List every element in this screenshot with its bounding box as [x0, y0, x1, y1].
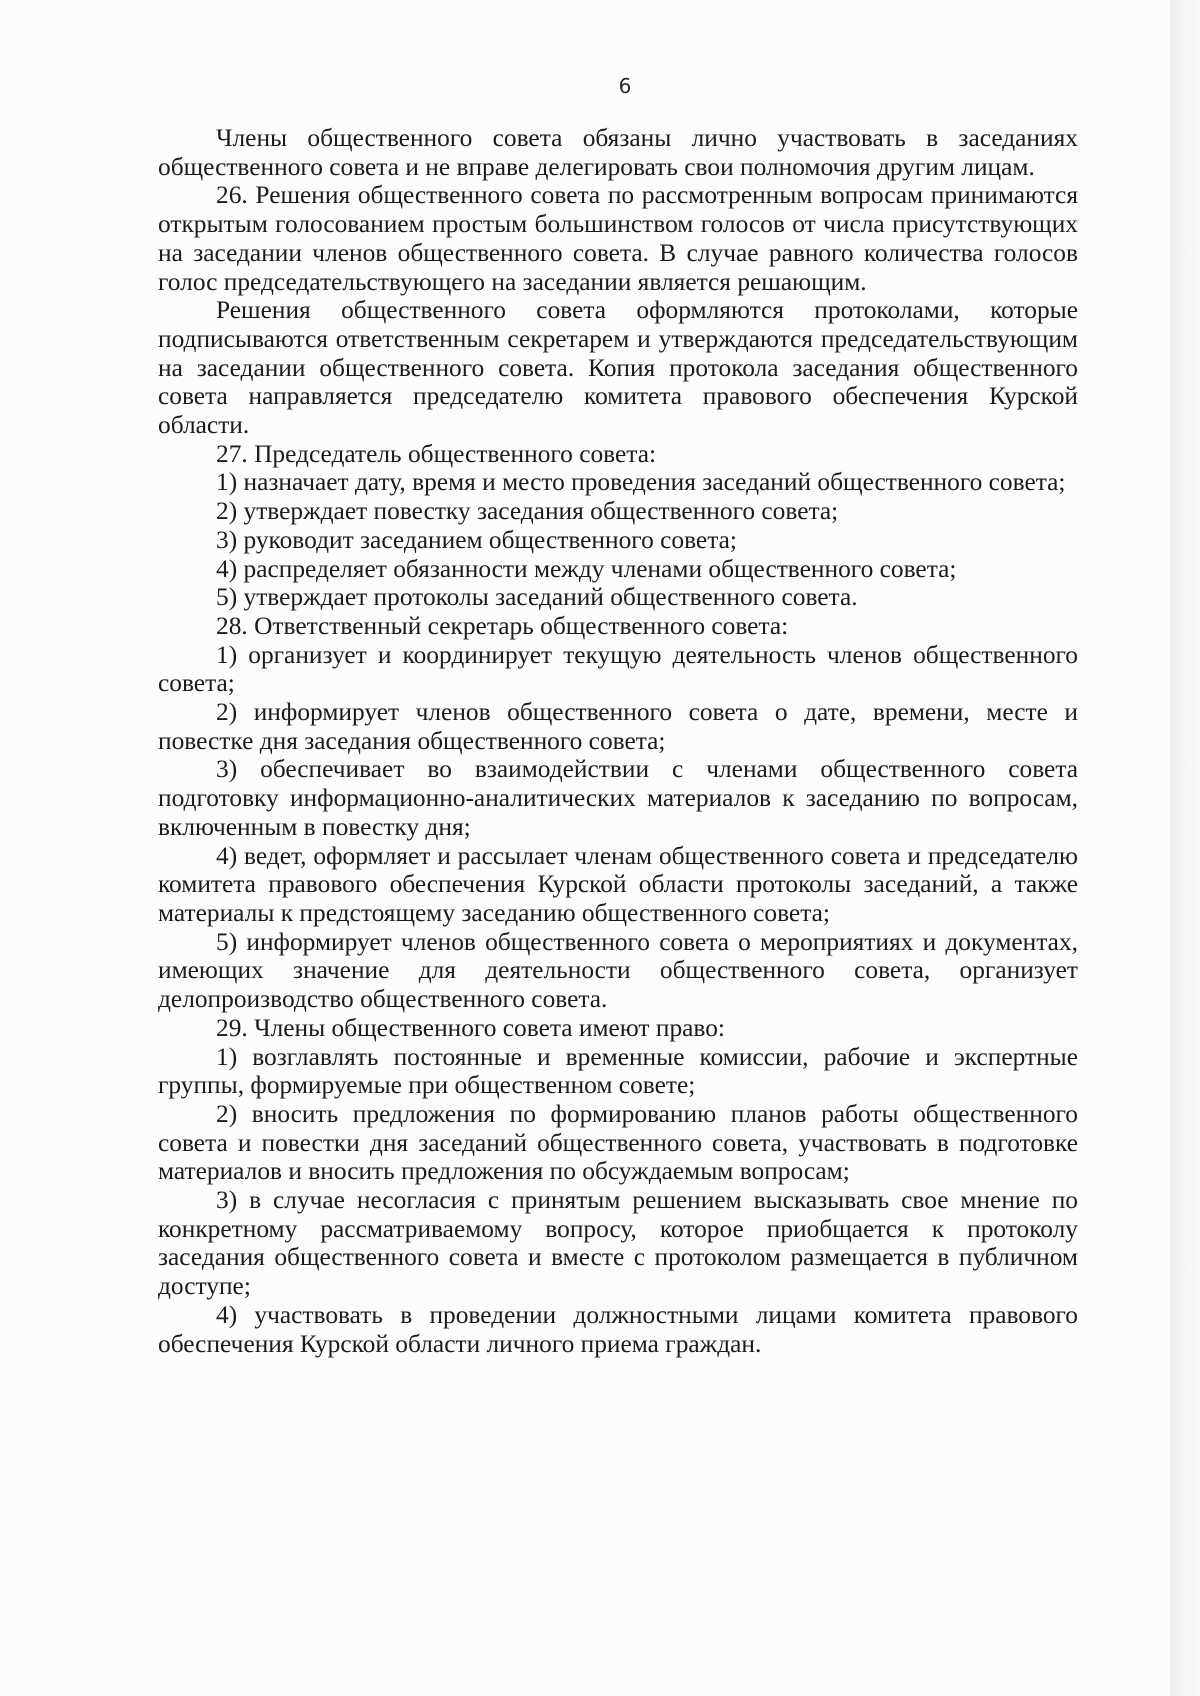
paragraph-26-decisions: 26. Решения общественного совета по рассмотренным вопросам принимаются открытым голосованием простым большинством голосов от числа присутствующих на заседании членов общественного совета. В случае равного количества голосов голос председательствующего на заседании является решающим.	[158, 181, 1078, 296]
paragraph-members-obligation: Члены общественного совета обязаны лично участвовать в заседаниях общественного совета и не вправе делегировать свои полномочия другим лицам.	[158, 124, 1078, 181]
paragraph-28-heading: 28. Ответственный секретарь общественного совета:	[216, 611, 789, 640]
paragraph-29-item-3: 3) в случае несогласия с принятым решением высказывать свое мнение по конкретному рассматриваемому вопросу, которое приобщается к протоколу заседания общественного совета и вместе с протоколом размещается в публичном доступе;	[158, 1186, 1078, 1301]
paragraph-27-item-3: 3) руководит заседанием общественного совета;	[216, 525, 737, 554]
paragraph-28-item-2: 2) информирует членов общественного совета о дате, времени, месте и повестке дня заседания общественного совета;	[158, 698, 1078, 755]
paragraph-29-item-2: 2) вносить предложения по формированию планов работы общественного совета и повестки дня заседаний общественного совета, участвовать в подготовке материалов и вносить предложения по обсуждаемым вопросам;	[158, 1099, 1078, 1186]
paragraph-28-item-4: 4) ведет, оформляет и рассылает членам общественного совета и председателю комитета правового обеспечения Курской области протоколы заседаний, а также материалы к предстоящему заседанию общественного совета;	[158, 841, 1078, 927]
paragraph-28-item-1: 1) организует и координирует текущую деятельность членов общественного совета;	[158, 640, 1078, 698]
paragraph-27-item-2: 2) утверждает повестку заседания общественного совета;	[216, 497, 839, 526]
paragraph-26-protocols: Решения общественного совета оформляются протоколами, которые подписываются ответственным секретарем и утверждаются председательствующим на заседании общественного совета. Копия протокола заседания общественного совета направляется председателю комитета правового обеспечения Курской области.	[158, 296, 1078, 440]
paragraph-29-item-1: 1) возглавлять постоянные и временные комиссии, рабочие и экспертные группы, формируемые при общественном совете;	[158, 1042, 1078, 1100]
scan-edge-shadow	[1170, 0, 1200, 1696]
paragraph-27-item-1: 1) назначает дату, время и место проведения заседаний общественного совета;	[216, 468, 1066, 497]
paragraph-28-item-5: 5) информирует членов общественного совета о мероприятиях и документах, имеющих значение для деятельности общественного совета, организует делопроизводство общественного совета.	[158, 927, 1078, 1014]
page-number: 6	[618, 74, 632, 98]
paragraph-27-item-4: 4) распределяет обязанности между членами общественного совета;	[216, 554, 957, 583]
paragraph-29-item-4: 4) участвовать в проведении должностными лицами комитета правового обеспечения Курской области личного приема граждан.	[158, 1300, 1078, 1358]
paragraph-27-heading: 27. Председатель общественного совета:	[216, 439, 657, 468]
document-body	[158, 124, 1078, 1358]
paragraph-29-heading: 29. Члены общественного совета имеют право:	[216, 1013, 725, 1042]
paragraph-28-item-3: 3) обеспечивает во взаимодействии с членами общественного совета подготовку информационно-аналитических материалов к заседанию по вопросам, включенным в повестку дня;	[158, 755, 1078, 841]
paragraph-27-item-5: 5) утверждает протоколы заседаний общественного совета.	[216, 583, 858, 612]
